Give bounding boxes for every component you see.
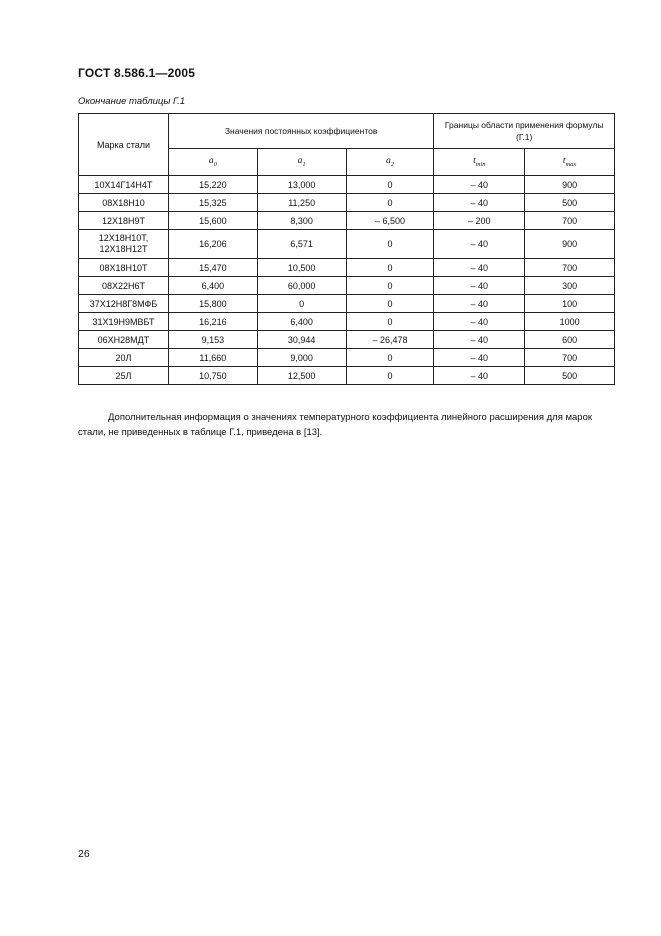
cell-a1: 60,000: [257, 277, 346, 295]
cell-a2: – 26,478: [346, 331, 434, 349]
header-tmin: $t_{min}$: [434, 149, 525, 176]
table-caption: Окончание таблицы Г.1: [78, 96, 186, 107]
cell-a2: 0: [346, 176, 434, 194]
header-a2: $a_2$: [346, 149, 434, 176]
cell-tmax: 900: [525, 230, 615, 259]
cell-steel: 37Х12Н8Г8МФБ: [79, 295, 169, 313]
cell-a1: 12,500: [257, 367, 346, 385]
cell-a2: – 6,500: [346, 212, 434, 230]
cell-a0: 16,206: [168, 230, 257, 259]
cell-a2: 0: [346, 277, 434, 295]
cell-a1: 6,400: [257, 313, 346, 331]
table-row: [79, 295, 615, 313]
cell-tmin: – 40: [434, 295, 525, 313]
cell-a0: 15,325: [168, 194, 257, 212]
cell-tmin: – 40: [434, 259, 525, 277]
table-row: [79, 331, 615, 349]
header-coefficients: Значения постоянных коэффициентов: [168, 114, 433, 149]
cell-tmax: 900: [525, 176, 615, 194]
cell-steel: 12Х18Н10Т, 12Х18Н12Т: [79, 230, 169, 259]
table-row: [79, 259, 615, 277]
cell-a1: 10,500: [257, 259, 346, 277]
cell-steel: 25Л: [79, 367, 169, 385]
cell-steel: 06ХН28МДТ: [79, 331, 169, 349]
table-row: [79, 176, 615, 194]
cell-tmax: 600: [525, 331, 615, 349]
table-row: [79, 230, 615, 259]
cell-tmax: 500: [525, 194, 615, 212]
additional-info-note: Дополнительная информация о значениях температурного коэффициента линейного расширения для марок стали, не приведенных в таблице Г.1, приведена в [13].: [78, 411, 593, 438]
cell-a0: 15,470: [168, 259, 257, 277]
document-header: ГОСТ 8.586.1—2005: [78, 66, 196, 80]
cell-a1: 11,250: [257, 194, 346, 212]
cell-a0: 16,216: [168, 313, 257, 331]
cell-a0: 6,400: [168, 277, 257, 295]
page-number: 26: [78, 848, 90, 860]
cell-tmin: – 40: [434, 313, 525, 331]
cell-steel: 08Х18Н10: [79, 194, 169, 212]
cell-a0: 10,750: [168, 367, 257, 385]
cell-steel: 10Х14Г14Н4Т: [79, 176, 169, 194]
cell-a0: 9,153: [168, 331, 257, 349]
cell-a2: 0: [346, 367, 434, 385]
cell-a0: 15,800: [168, 295, 257, 313]
cell-tmin: – 40: [434, 230, 525, 259]
cell-a2: 0: [346, 259, 434, 277]
cell-a0: 11,660: [168, 349, 257, 367]
table-row: [79, 349, 615, 367]
cell-tmax: 500: [525, 367, 615, 385]
table-row: [79, 367, 615, 385]
cell-steel: 31Х19Н9МВБТ: [79, 313, 169, 331]
cell-a2: 0: [346, 313, 434, 331]
cell-tmax: 700: [525, 212, 615, 230]
table-row: [79, 212, 615, 230]
table-row: [79, 313, 615, 331]
header-tmax: $t_{max}$: [525, 149, 615, 176]
cell-a2: 0: [346, 230, 434, 259]
cell-tmin: – 40: [434, 349, 525, 367]
cell-a1: 13,000: [257, 176, 346, 194]
cell-steel: 08Х22Н6Т: [79, 277, 169, 295]
cell-a1: 0: [257, 295, 346, 313]
cell-steel: 12Х18Н9Т: [79, 212, 169, 230]
cell-a0: 15,600: [168, 212, 257, 230]
header-a1: $a_1$: [257, 149, 346, 176]
cell-a2: 0: [346, 295, 434, 313]
cell-tmax: 300: [525, 277, 615, 295]
cell-steel: 20Л: [79, 349, 169, 367]
cell-a2: 0: [346, 194, 434, 212]
cell-tmax: 1000: [525, 313, 615, 331]
cell-a0: 15,220: [168, 176, 257, 194]
table-row: [79, 277, 615, 295]
coefficients-table: [78, 113, 615, 385]
cell-a2: 0: [346, 349, 434, 367]
cell-tmin: – 40: [434, 194, 525, 212]
cell-a1: 9,000: [257, 349, 346, 367]
header-a0: $a_0$: [168, 149, 257, 176]
cell-tmax: 700: [525, 259, 615, 277]
cell-tmin: – 40: [434, 277, 525, 295]
cell-tmin: – 200: [434, 212, 525, 230]
cell-tmax: 700: [525, 349, 615, 367]
table-row: [79, 194, 615, 212]
cell-tmin: – 40: [434, 331, 525, 349]
cell-tmin: – 40: [434, 176, 525, 194]
cell-steel: 08Х18Н10Т: [79, 259, 169, 277]
header-steel-grade: Марка стали: [79, 114, 169, 176]
cell-a1: 30,944: [257, 331, 346, 349]
cell-tmin: – 40: [434, 367, 525, 385]
cell-a1: 8,300: [257, 212, 346, 230]
cell-tmax: 100: [525, 295, 615, 313]
header-range: Границы области применения формулы (Г.1): [434, 114, 615, 149]
cell-a1: 6,571: [257, 230, 346, 259]
